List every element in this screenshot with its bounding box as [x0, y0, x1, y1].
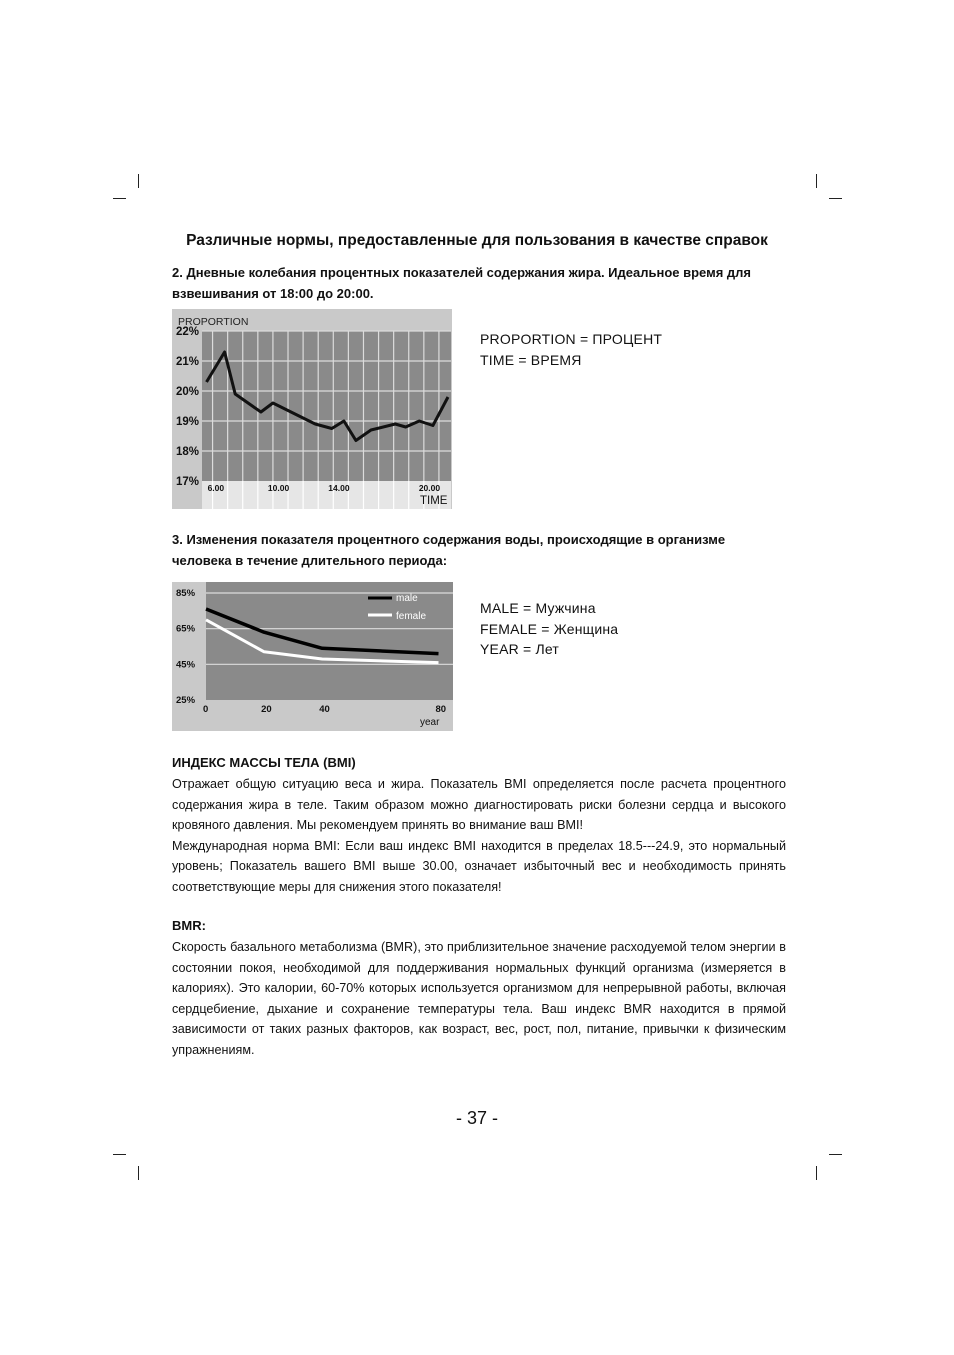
y-axis-title: PROPORTION: [178, 316, 249, 328]
legend-female-label: female: [396, 611, 427, 622]
y-tick-label: 21%: [176, 356, 200, 368]
page-title: Различные нормы, предоставленные для пользования в качестве справок: [186, 232, 768, 249]
legend-time: TIME = ВРЕМЯ: [480, 351, 582, 368]
chart1-legend: [480, 329, 662, 370]
crop-mark: [829, 1154, 842, 1155]
x-tick-label: 80: [435, 704, 447, 715]
bmi-paragraph-2: Международная норма BMI: Если ваш индекс BMI находится в пределах 18.5---24.9, это нормальный уровень; Показатель вашего BMI выше 30.00, означает избыточный вес и необходимость принять соответствующие меры для снижения этого показателя!: [172, 838, 786, 894]
crop-mark: [829, 198, 842, 199]
x-axis-title: year: [420, 717, 440, 728]
legend-proportion: PROPORTION = ПРОЦЕНТ: [480, 331, 663, 347]
x-tick-label: 40: [319, 704, 330, 715]
crop-mark: [816, 174, 817, 188]
y-tick-label: 18%: [176, 446, 200, 458]
x-tick-label: 0: [203, 704, 209, 715]
crop-mark: [113, 1154, 126, 1155]
section-3-heading: 3. Изменения показателя процентного содержания воды, происходящие в организме человека в течение длительного периода:: [172, 532, 726, 568]
legend-female: FEMALE = Женщина: [480, 620, 619, 637]
x-tick-label: 20.00: [418, 483, 441, 493]
crop-mark: [138, 174, 139, 188]
y-tick-label: 19%: [176, 416, 200, 428]
chart2-legend: [480, 598, 618, 660]
x-axis-band: [202, 481, 451, 509]
legend-male-label: male: [396, 593, 418, 604]
y-tick-label: 25%: [176, 695, 196, 706]
y-tick-label: 85%: [176, 588, 196, 599]
page-number: - 37 -: [455, 1108, 498, 1128]
x-tick-label: 14.00: [328, 483, 350, 493]
crop-mark: [138, 1166, 139, 1180]
bmi-heading: ИНДЕКС МАССЫ ТЕЛА (BMI): [172, 755, 356, 770]
y-tick-label: 45%: [176, 659, 196, 671]
crop-mark: [113, 198, 126, 199]
x-tick-label: 10.00: [267, 483, 290, 493]
y-tick-label: 22%: [176, 326, 200, 338]
legend-male: MALE = Мужчина: [480, 600, 596, 616]
crop-mark: [816, 1166, 817, 1180]
bmi-paragraph-1: Отражает общую ситуацию веса и жира. Показатель BMI определяется после расчета процентного содержания жира в теле. Таким образом можно диагностировать риски болезни сердца и высокого кровяного давления. Мы рекомендуем принять во внимание ваш BMI!: [172, 777, 786, 833]
bmr-heading: BMR:: [172, 918, 206, 933]
water-content-chart: [172, 582, 453, 731]
bmr-text: [172, 937, 786, 1061]
bmr-paragraph: Скорость базального метаболизма (BMR), это приблизительное значение расходуемой телом энергии в состоянии покоя, необходимой для поддерживания нормальных функций организма (измеряется в калориях). Это калории, 60-70% которых используется организмом для непрерывной работы, включая сердцебиение, дыхание и сохранение температуры тела. Ваш индекс BMR находится в прямой зависимости от таких разных факторов, как возраст, вес, рост, пол, питание, привычки к физическим упражнениям.: [172, 940, 786, 1057]
bmi-text: [172, 774, 786, 898]
x-tick-label: 6.00: [207, 483, 225, 493]
fat-fluctuation-chart: [172, 309, 452, 509]
legend-year: YEAR = Лет: [480, 641, 559, 657]
y-tick-label: 20%: [176, 386, 200, 398]
x-tick-label: 20: [261, 704, 272, 715]
section-2-heading: 2. Дневные колебания процентных показателей содержания жира. Идеальное время для взвешивания от 18:00 до 20:00.: [172, 265, 752, 301]
y-tick-label: 17%: [176, 476, 200, 488]
x-axis-title: TIME: [420, 495, 448, 507]
y-tick-label: 65%: [176, 623, 196, 635]
